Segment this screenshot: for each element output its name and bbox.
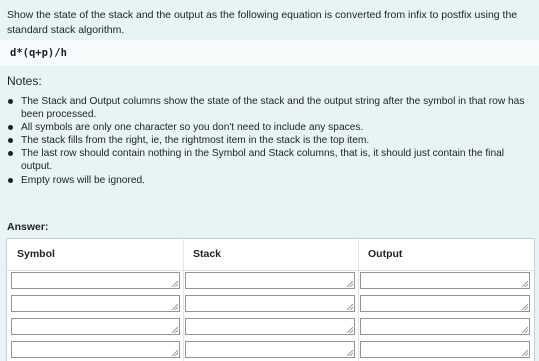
resize-grip-icon[interactable] xyxy=(347,350,353,356)
stack-input-row-2[interactable] xyxy=(185,295,355,312)
note-item: The last row should contain nothing in the Symbol and Stack columns, that is, it should just contain the final output. xyxy=(7,147,534,173)
resize-grip-icon[interactable] xyxy=(172,281,178,287)
output-input-row-3[interactable] xyxy=(360,318,530,335)
symbol-input-row-2[interactable] xyxy=(11,295,180,312)
answer-table xyxy=(6,238,535,361)
resize-grip-icon[interactable] xyxy=(522,304,528,310)
column-divider xyxy=(358,239,359,361)
notes-list xyxy=(7,95,534,187)
output-input-row-1[interactable] xyxy=(360,272,530,289)
resize-grip-icon[interactable] xyxy=(172,350,178,356)
stack-input-row-3[interactable] xyxy=(185,318,355,335)
symbol-input-row-1[interactable] xyxy=(11,272,180,289)
resize-grip-icon[interactable] xyxy=(347,327,353,333)
note-item: Empty rows will be ignored. xyxy=(7,174,534,187)
column-header-symbol: Symbol xyxy=(17,248,55,260)
stack-input-row-4[interactable] xyxy=(185,341,355,358)
infix-expression: d*(q+p)/h xyxy=(10,47,67,59)
symbol-input-row-3[interactable] xyxy=(11,318,180,335)
resize-grip-icon[interactable] xyxy=(522,327,528,333)
stack-input-row-1[interactable] xyxy=(185,272,355,289)
notes-title: Notes: xyxy=(7,74,42,88)
output-input-row-4[interactable] xyxy=(360,341,530,358)
output-input-row-2[interactable] xyxy=(360,295,530,312)
note-item: All symbols are only one character so you don't need to include any spaces. xyxy=(7,121,534,134)
resize-grip-icon[interactable] xyxy=(172,304,178,310)
symbol-input-row-4[interactable] xyxy=(11,341,180,358)
column-divider xyxy=(183,239,184,361)
header-divider xyxy=(7,270,534,271)
question-text: Show the state of the stack and the output as the following equation is converted from infix to postfix using the standard stack algorithm. xyxy=(7,9,518,36)
resize-grip-icon[interactable] xyxy=(522,281,528,287)
resize-grip-icon[interactable] xyxy=(522,350,528,356)
column-header-stack: Stack xyxy=(193,248,222,260)
note-item: The Stack and Output columns show the state of the stack and the output string after the symbol in that row has been processed. xyxy=(7,95,534,121)
note-item: The stack fills from the right, ie, the rightmost item in the stack is the top item. xyxy=(7,134,534,147)
answer-label: Answer: xyxy=(7,221,49,233)
column-header-output: Output xyxy=(368,248,403,260)
resize-grip-icon[interactable] xyxy=(347,304,353,310)
expression-box xyxy=(0,40,539,66)
resize-grip-icon[interactable] xyxy=(172,327,178,333)
resize-grip-icon[interactable] xyxy=(347,281,353,287)
